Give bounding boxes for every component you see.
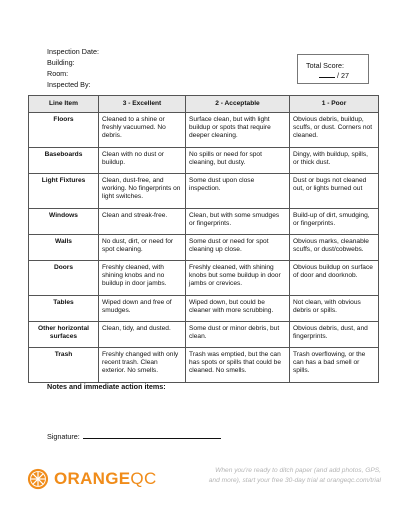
promo-line-2: and more), start your free 30-day trial at orangeqc.com/trial	[208, 476, 381, 484]
score-line	[306, 71, 368, 81]
score-blank[interactable]	[319, 71, 335, 78]
excellent-cell: Clean and streak-free.	[99, 209, 186, 235]
room-label: Room:	[47, 69, 69, 78]
line-item-cell: Doors	[29, 261, 99, 296]
line-item-cell: Tables	[29, 296, 99, 322]
inspection-rubric-table	[28, 95, 379, 383]
table-row	[29, 348, 379, 383]
acceptable-cell: Wiped down, but could be cleaner with more scrubbing.	[186, 296, 290, 322]
line-item-cell: Trash	[29, 348, 99, 383]
total-score-label: Total Score:	[306, 61, 344, 70]
score-denominator: / 27	[337, 70, 349, 80]
table-row	[29, 209, 379, 235]
logo-qc-text: QC	[130, 469, 157, 488]
line-item-cell: Other horizontal surfaces	[29, 322, 99, 348]
notes-label: Notes and immediate action items:	[47, 382, 166, 391]
signature-row	[47, 431, 221, 441]
logo-orange-text: ORANGE	[54, 469, 131, 488]
inspection-info	[47, 46, 99, 90]
line-item-cell: Floors	[29, 113, 99, 148]
table-row	[29, 261, 379, 296]
orangeqc-logo	[27, 467, 157, 491]
column-header-excellent: 3 - Excellent	[99, 96, 186, 113]
inspection-date-label: Inspection Date:	[47, 47, 99, 56]
acceptable-cell: Some dust upon close inspection.	[186, 174, 290, 209]
line-item-cell: Walls	[29, 235, 99, 261]
inspected-by-label: Inspected By:	[47, 80, 91, 89]
table-row	[29, 235, 379, 261]
poor-cell: Obvious buildup on surface of door and doorknob.	[290, 261, 379, 296]
table-row	[29, 174, 379, 209]
total-score-box	[297, 54, 369, 84]
poor-cell: Trash overflowing, or the can has a bad smell or spills.	[290, 348, 379, 383]
acceptable-cell: Surface clean, but with light buildup or spots that require deeper cleaning.	[186, 113, 290, 148]
line-item-cell: Light Fixtures	[29, 174, 99, 209]
excellent-cell: No dust, dirt, or need for spot cleaning.	[99, 235, 186, 261]
signature-line[interactable]	[83, 431, 221, 439]
poor-cell: Obvious debris, dust, and fingerprints.	[290, 322, 379, 348]
excellent-cell: Freshly changed with only recent trash. Clean exterior. No smells.	[99, 348, 186, 383]
column-header-poor: 1 - Poor	[290, 96, 379, 113]
poor-cell: Build-up of dirt, smudging, or fingerprints.	[290, 209, 379, 235]
acceptable-cell: Freshly cleaned, with shining knobs but some buildup in door jambs or crevices.	[186, 261, 290, 296]
excellent-cell: Clean with no dust or buildup.	[99, 148, 186, 174]
column-header-acceptable: 2 - Acceptable	[186, 96, 290, 113]
table-row	[29, 296, 379, 322]
table-row	[29, 148, 379, 174]
orange-slice-icon	[27, 468, 49, 490]
promo-text	[166, 466, 381, 485]
line-item-cell: Windows	[29, 209, 99, 235]
table-header-row	[29, 96, 379, 113]
acceptable-cell: Some dust or minor debris, but clean.	[186, 322, 290, 348]
excellent-cell: Clean, dust-free, and working. No fingerprints on light switches.	[99, 174, 186, 209]
poor-cell: Not clean, with obvious debris or spills.	[290, 296, 379, 322]
column-header-line-item: Line Item	[29, 96, 99, 113]
excellent-cell: Wiped down and free of smudges.	[99, 296, 186, 322]
excellent-cell: Cleaned to a shine or freshly vacuumed. No debris.	[99, 113, 186, 148]
signature-label: Signature:	[47, 432, 80, 441]
logo-wordmark	[54, 469, 157, 489]
excellent-cell: Clean, tidy, and dusted.	[99, 322, 186, 348]
excellent-cell: Freshly cleaned, with shining knobs and no buildup in door jambs.	[99, 261, 186, 296]
table-row	[29, 113, 379, 148]
poor-cell: Obvious debris, buildup, scuffs, or dust. Corners not cleaned.	[290, 113, 379, 148]
poor-cell: Obvious marks, cleanable scuffs, or dust/cobwebs.	[290, 235, 379, 261]
acceptable-cell: Trash was emptied, but the can has spots or spills that could be cleaned. No smells.	[186, 348, 290, 383]
acceptable-cell: Some dust or need for spot cleaning up close.	[186, 235, 290, 261]
acceptable-cell: No spills or need for spot cleaning, but dusty.	[186, 148, 290, 174]
poor-cell: Dingy, with buildup, spills, or thick dust.	[290, 148, 379, 174]
acceptable-cell: Clean, but with some smudges or fingerprints.	[186, 209, 290, 235]
promo-line-1: When you're ready to ditch paper (and add photos, GPS,	[215, 467, 381, 474]
building-label: Building:	[47, 58, 75, 67]
line-item-cell: Baseboards	[29, 148, 99, 174]
poor-cell: Dust or bugs not cleaned out, or lights burned out	[290, 174, 379, 209]
table-row	[29, 322, 379, 348]
